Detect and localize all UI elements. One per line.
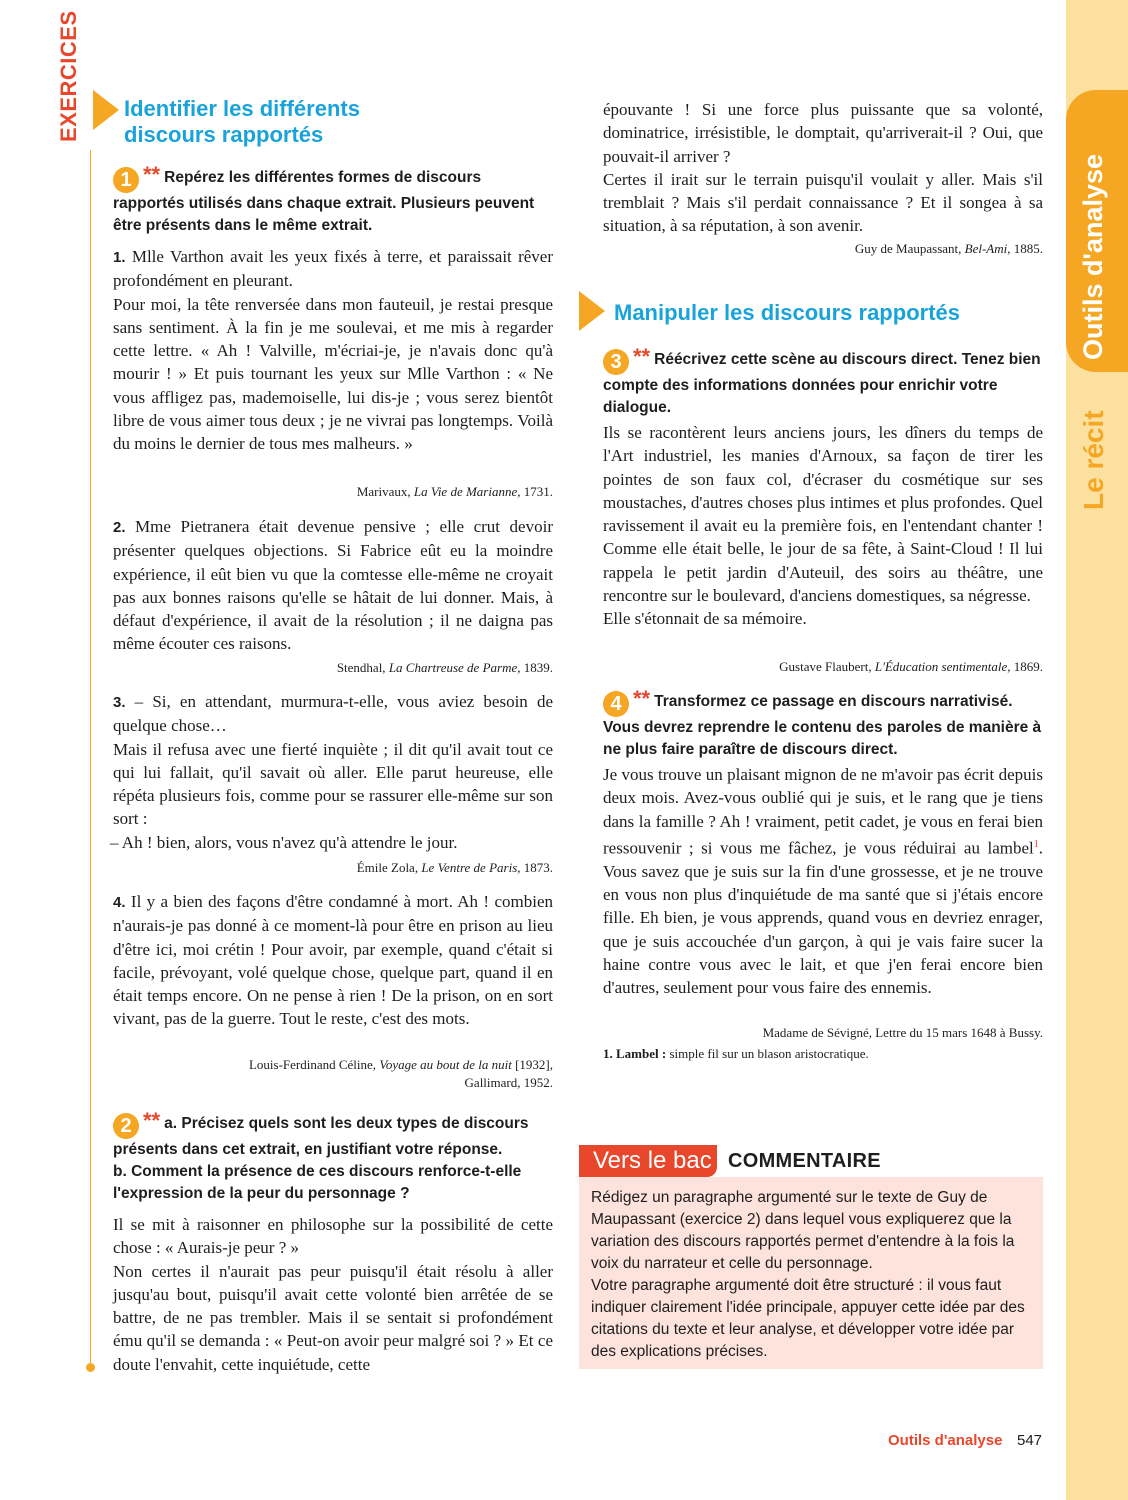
q1-extract-2: 2. Mme Pietranera était devenue pensive ; elle crut devoir présenter quelques objections. Si Fabrice eût eu la moindre expérience, il eût bien vu que la comtesse elle-même ne croyait pas aux bonnes raisons qu'elle se hâtait de lui donner. Mais, à défaut d'expérience, il avait de la résolution ; il ne daigna pas même écouter ces raisons. xyxy=(113,517,553,654)
footnote-ref: 1 xyxy=(1033,838,1039,850)
q4-number-badge: 4 xyxy=(603,691,629,717)
q1-extract-4: 4. Il y a bien des façons d'être condamné à mort. Ah ! combien n'aurais-je pas donné à ce moment-là pour être en prison au lieu d'être ici, moi crétin ! Pour avoir, par exemple, quand c'était si facile, prévoyant, volé quelque chose, quelque part, quand il en était temps encore. On ne pense à rien ! De la prison, on en sort vivant, pas de la guerre. Tout le reste, c'est des mots. xyxy=(113,892,553,1029)
section2-title: Manipuler les discours rapportés xyxy=(614,300,960,325)
q4-extract-source: Madame de Sévigné, Lettre du 15 mars 1648 à Bussy. xyxy=(762,1025,1043,1040)
tab-outils-analyse[interactable]: Outils d'analyse xyxy=(1066,90,1128,372)
section1-title: Identifier les différents discours rapportés xyxy=(124,96,360,147)
q3-number-badge: 3 xyxy=(603,349,629,375)
q1-difficulty-stars: ** xyxy=(143,162,161,187)
section2-arrow-icon xyxy=(579,291,605,331)
vers-le-bac-tag: Vers le bac xyxy=(579,1145,717,1177)
bac-commentaire-label: COMMENTAIRE xyxy=(728,1150,881,1172)
q2-instruction: 2 ** a. Précisez quels sont les deux types de discours présents dans cet extrait, en justifiant votre réponse. b. Comment la présence de ces discours renforce-t-elle l'expression de la peur du personnage ? xyxy=(113,1108,529,1202)
q1-extract-4-source: Louis-Ferdinand Céline, Voyage au bout de la nuit [1932], Gallimard, 1952. xyxy=(248,1057,553,1090)
q4-footnote: 1. Lambel : simple fil sur un blason aristocratique. xyxy=(603,1046,869,1061)
q3-difficulty-stars: ** xyxy=(633,344,651,369)
bac-box xyxy=(579,1177,1043,1369)
q4-extract: Je vous trouve un plaisant mignon de ne m'avoir pas écrit depuis deux mois. Avez-vous oublié qui je suis, et le rang que je tiens dans la famille ? Ah ! vraiment, petit cadet, je vous en ferai bien ressouvenir ; si vous me fâchez, je vous réduirai au lambel$^1$. Vous savez que je suis sur la fin d'une grossesse, et je ne trouve en vous non plus d'inquiétude de ma santé que si j'étais encore fille. Eh bien, je vous apprends, quand vous en devriez enrager, que je suis accouchée d'un garçon, à qui je vais faire sucer la haine contre vous avec le lait, et que j'en ferai encore bien d'autres, seulement pour vous faire des ennemis. xyxy=(603,765,1043,998)
side-tab xyxy=(1066,0,1128,1500)
q3-instruction: 3 ** Réécrivez cette scène au discours direct. Tenez bien compte des informations données pour enrichir votre dialogue. xyxy=(603,344,1041,416)
section1-arrow-icon xyxy=(93,90,119,130)
left-margin-rule xyxy=(90,150,91,1365)
bac-paragraph-1: Rédigez un paragraphe argumenté sur le texte de Guy de Maupassant (exercice 2) dans lequel vous expliquerez que la variation des discours rapportés permet d'entendre à la fois la voix du narrateur et celle du personnage. xyxy=(591,1189,1015,1272)
q4-instruction: 4 ** Transformez ce passage en discours narrativisé. Vous devrez reprendre le contenu des paroles de manière à ne plus faire paraître de discours direct. xyxy=(603,686,1042,758)
q1-extract-3-source: Émile Zola, Le Ventre de Paris, 1873. xyxy=(356,860,553,875)
bac-paragraph-2: Votre paragraphe argumenté doit être structuré : il vous faut indiquer clairement l'idée principale, appuyer cette idée par des citations du texte et leur analyse, et développer votre idée par des explications précises. xyxy=(591,1277,1025,1360)
left-margin-rule-dot xyxy=(86,1363,95,1372)
q2-extract: Il se mit à raisonner en philosophe sur la possibilité de cette chose : « Aurais-je peur ? » Non certes il n'aurait pas peur puisqu'il était résolu à aller jusqu'au bout, puisqu'il avait cette volonté bien arrêtée de se battre, de ne pas trembler. Mais il se sentait si profondément ému qu'il se demanda : « Peut-on avoir peur malgré soi ? » Et ce doute l'envahit, cette inquiétude, cette xyxy=(113,1215,553,1374)
q2-extract-continued: épouvante ! Si une force plus puissante que sa volonté, dominatrice, irrésistible, le domptait, qu'arriverait-il ? Oui, que pouvait-il arriver ? Certes il irait sur le terrain puisqu'il voulait y aller. Mais s'il tremblait ? Mais s'il perdait connaissance ? Et il songea à sa situation, à sa réputation, à son avenir. xyxy=(603,100,1043,236)
q1-instruction: 1 ** Repérez les différentes formes de discours rapportés utilisés dans chaque extrait. Plusieurs peuvent être présents dans le même extrait. xyxy=(113,162,535,234)
q1-extract-1-source: Marivaux, La Vie de Marianne, 1731. xyxy=(356,484,553,499)
q1-extract-3: 3. – Si, en attendant, murmura-t-elle, vous aviez besoin de quelque chose… Mais il refusa avec une fierté inquiète ; il dit qu'il avait tout ce qui lui fallait, qu'il savait où aller. Elle parut heureuse, elle répéta plusieurs fois, comme pour se rassurer elle-même sur son sort : – Ah ! bien, alors, vous n'avez qu'à attendre le jour. xyxy=(110,692,553,852)
q1-extract-1: 1. Mlle Varthon avait les yeux fixés à terre, et paraissait rêver profondément en pleurant. Pour moi, la tête renversée dans mon fauteuil, je restai presque sans sentiment. À la fin je me soulevai, et me mis à regarder cette lettre. « Ah ! Valville, m'écriai-je, je n'avais donc qu'à mourir ! » Et puis tournant les yeux sur Mlle Varthon : « Ne vous affligez pas, mademoiselle, lui dis-je ; vous serez bientôt libre de vous aimer tous deux ; je ne vivrai pas longtemps. Voilà du moins le dernier de tous mes malheurs. » xyxy=(113,247,554,454)
q2-extract-source: Guy de Maupassant, Bel-Ami, 1885. xyxy=(854,241,1043,256)
tab-le-recit[interactable]: Le récit xyxy=(1078,410,1109,510)
footer-title: Outils d'analyse xyxy=(888,1432,1003,1449)
q2-number-badge: 2 xyxy=(113,1113,139,1139)
q3-extract-source: Gustave Flaubert, L'Éducation sentimentale, 1869. xyxy=(779,659,1043,674)
q2-difficulty-stars: ** xyxy=(143,1108,161,1133)
q3-extract: Ils se racontèrent leurs anciens jours, les dîners du temps de l'Art industriel, les manies d'Arnoux, sa façon de tirer les pointes de son faux col, d'écraser du cosmétique sur ses moustaches, d'autres choses plus intimes et plus profondes. Quel ravissement il avait eu la première fois, en l'entendant chanter ! Comme elle était belle, le jour de sa fête, à Saint-Cloud ! Il lui rappela le petit jardin d'Auteuil, des soirs au théâtre, une rencontre sur le boulevard, d'anciens domestiques, sa négresse. Elle s'étonnait de sa mémoire. xyxy=(603,423,1043,629)
q1-number-badge: 1 xyxy=(113,167,139,193)
q4-difficulty-stars: ** xyxy=(633,686,651,711)
page-number: 547 xyxy=(1017,1432,1043,1449)
q1-extract-2-source: Stendhal, La Chartreuse de Parme, 1839. xyxy=(336,660,553,675)
exercices-label: EXERCICES xyxy=(56,10,81,142)
